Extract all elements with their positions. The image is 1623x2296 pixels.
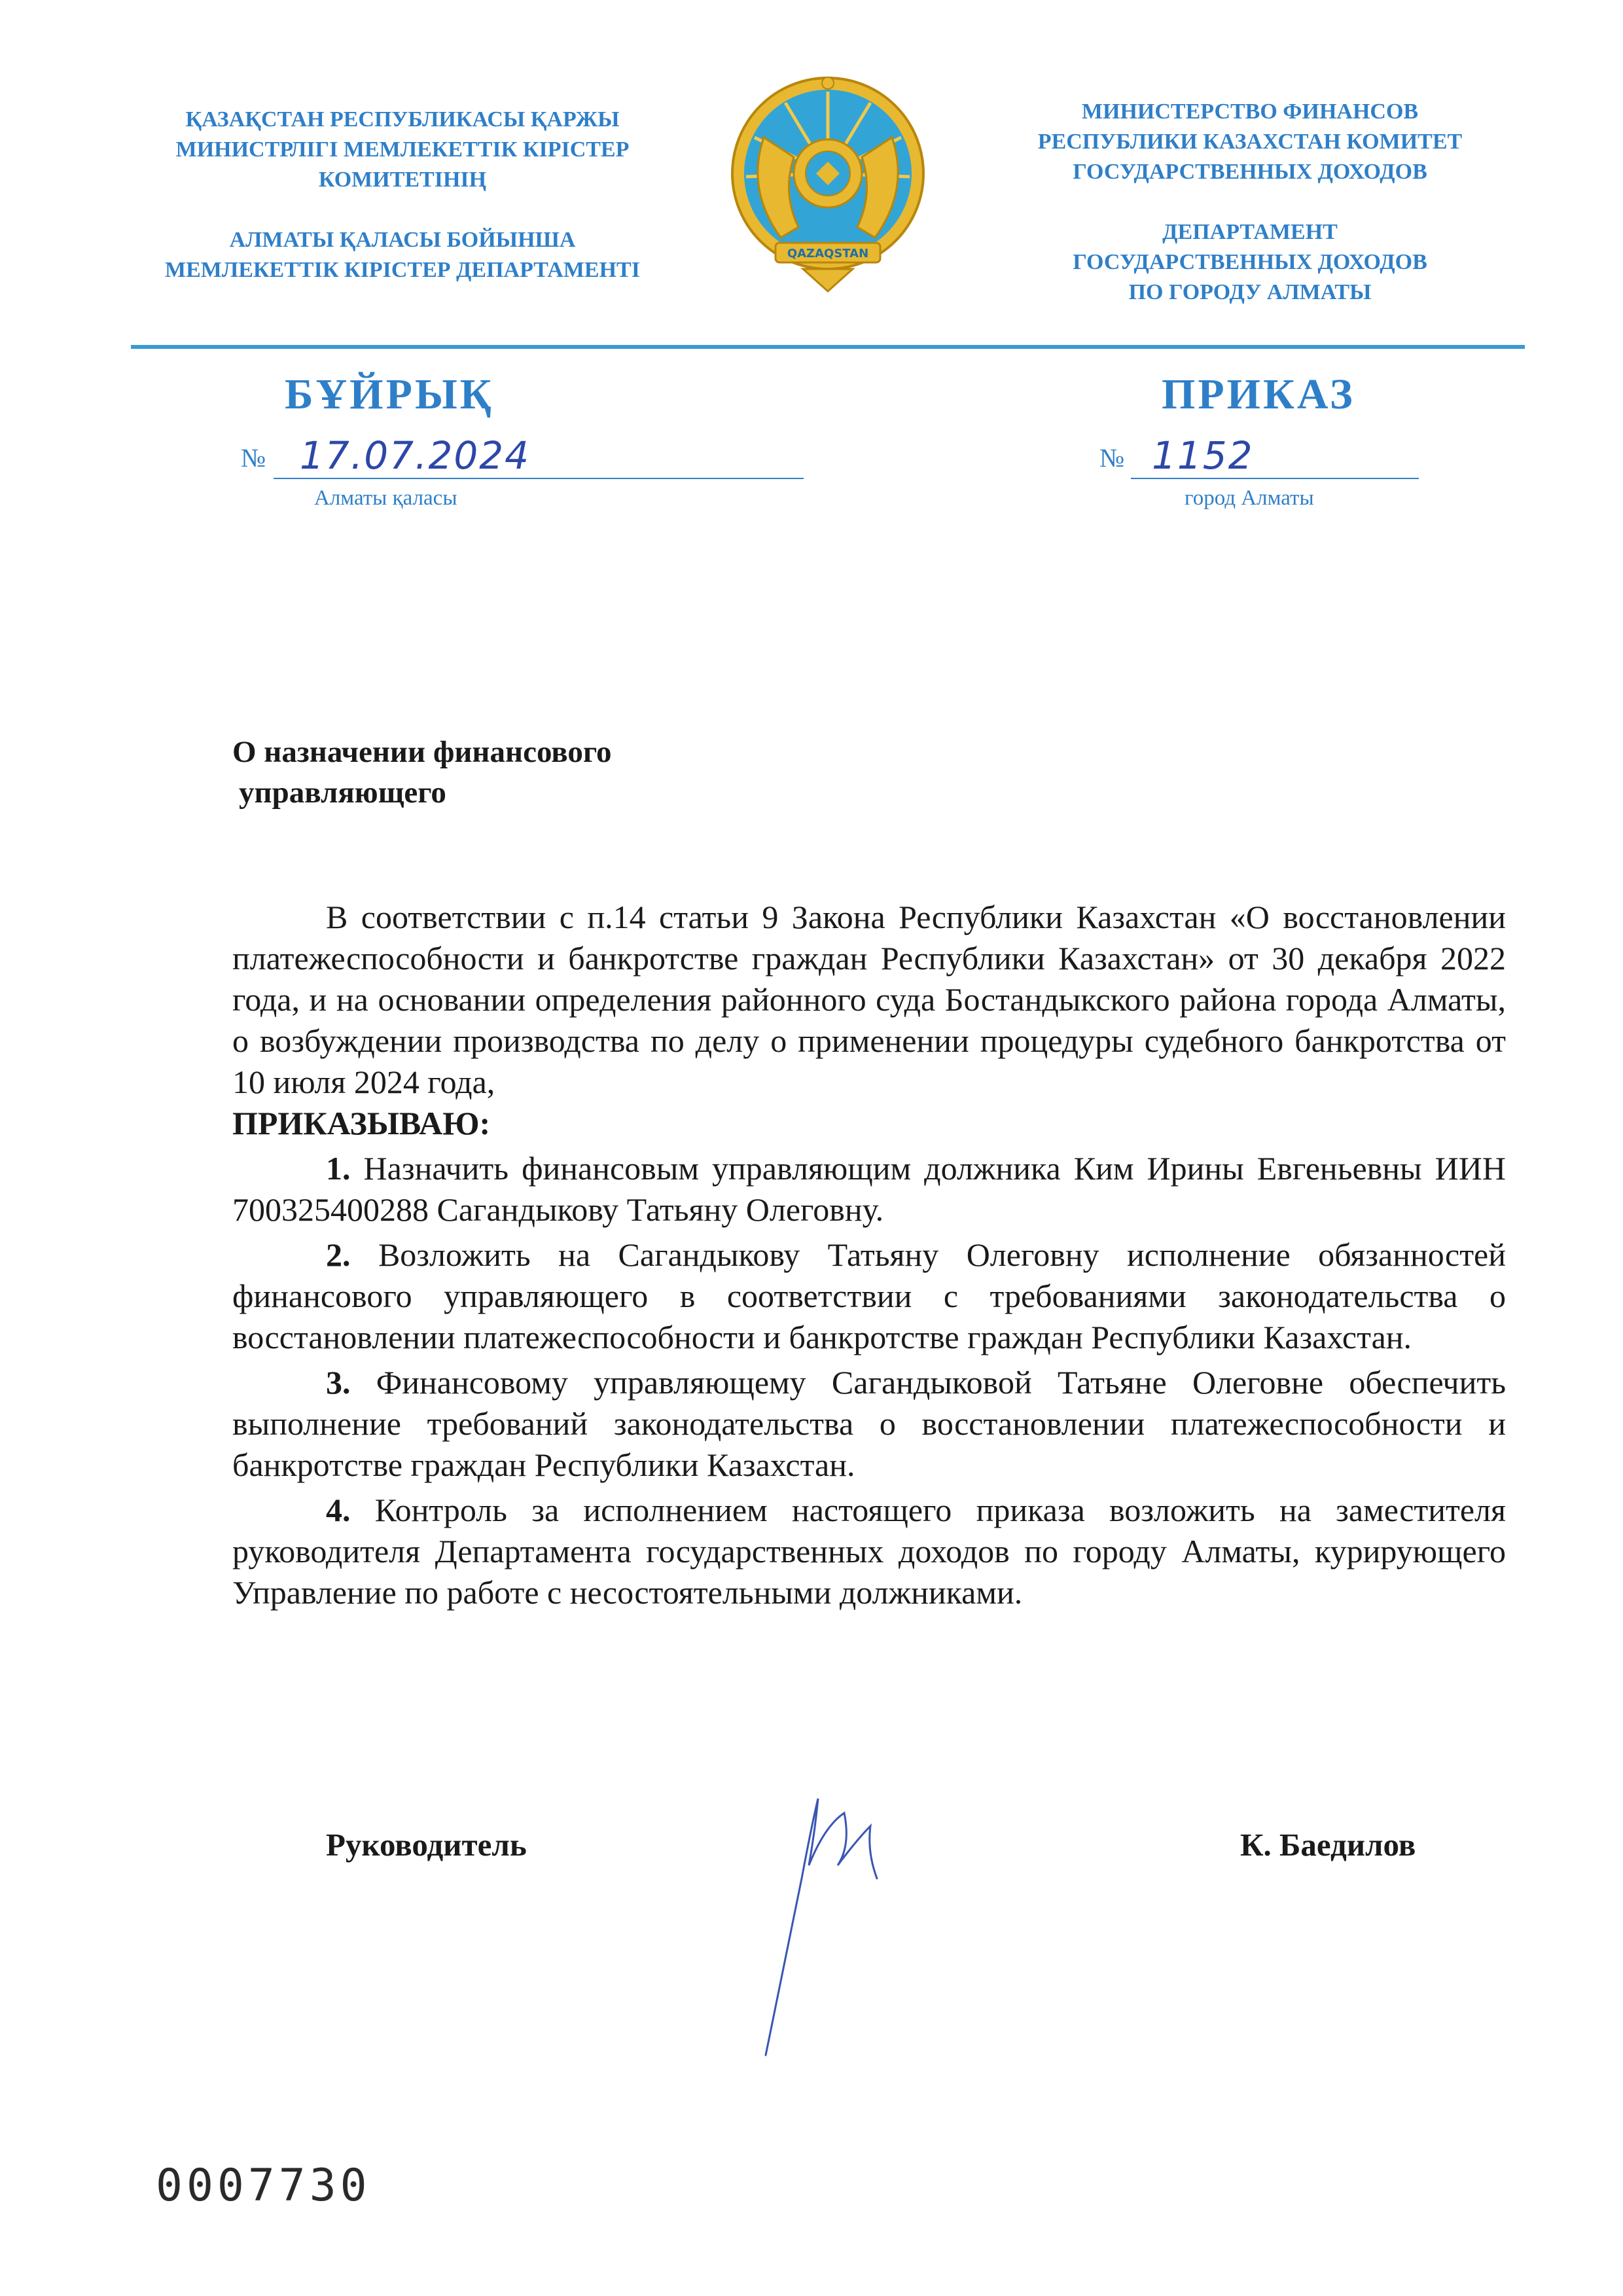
header-ru-line: ГОСУДАРСТВЕННЫХ ДОХОДОВ — [1073, 250, 1427, 274]
subject-line: О назначении финансового — [232, 735, 612, 769]
number-underline — [1131, 478, 1419, 479]
item-number: 2. — [326, 1236, 351, 1273]
emblem-text: QAZAQSTAN — [787, 247, 869, 260]
item-text: Контроль за исполнением настоящего приказа возложить на заместителя руководителя Департамента государственных доходов по городу Алматы, курирующего Управление по работе с несостоятельными должниками. — [232, 1492, 1506, 1611]
header-kz-line: МЕМЛЕКЕТТІК КІРІСТЕР ДЕПАРТАМЕНТІ — [165, 258, 640, 282]
handwritten-signature-icon — [746, 1787, 916, 2062]
order-body — [232, 897, 1506, 1613]
signatory-name: К. Баедилов — [1240, 1827, 1416, 1863]
header-kz-line: ҚАЗАҚСТАН РЕСПУБЛИКАСЫ ҚАРЖЫ — [185, 107, 620, 132]
order-item — [232, 1490, 1506, 1613]
header-ru-line: МИНИСТЕРСТВО ФИНАНСОВ — [1081, 99, 1419, 124]
state-emblem-icon — [730, 75, 926, 295]
item-number: 3. — [326, 1364, 351, 1401]
item-number: 4. — [326, 1492, 351, 1528]
header-ru-line: ПО ГОРОДУ АЛМАТЫ — [1128, 280, 1372, 304]
subject-line: управляющего — [239, 776, 446, 810]
handwritten-date: 17.07.2024 — [300, 433, 531, 478]
header-kz — [105, 105, 700, 285]
order-item — [232, 1148, 1506, 1230]
header-kz-line: МИНИСТРЛІГІ МЕМЛЕКЕТТІК КІРІСТЕР — [175, 137, 630, 162]
preamble-paragraph: В соответствии с п.14 статьи 9 Закона Республики Казахстан «О восстановлении платежеспособности и банкротстве граждан Республики Казахстан» от 30 декабря 2022 года, и на основании определения районного суда Бостандыкского района города Алматы, о возбуждении производства по делу о применении процедуры судебного банкротства от 10 июля 2024 года, — [232, 899, 1506, 1100]
order-word: ПРИКАЗЫВАЮ: — [232, 1105, 491, 1141]
order-item — [232, 1362, 1506, 1486]
header-divider — [131, 345, 1525, 349]
item-text: Финансовому управляющему Сагандыковой Татьяне Олеговне обеспечить выполнение требований законодательства о восстановлении платежеспособности и банкротстве граждан Республики Казахстан. — [232, 1364, 1506, 1483]
order-item — [232, 1234, 1506, 1358]
order-title-ru: ПРИКАЗ — [1162, 370, 1355, 418]
order-title-kz: БҰЙРЫҚ — [285, 370, 494, 418]
header-kz-line: АЛМАТЫ ҚАЛАСЫ БОЙЫНША — [229, 228, 576, 252]
header-kz-line: КОМИТЕТІНІҢ — [318, 168, 487, 192]
order-subject — [232, 732, 612, 813]
header-ru-line: ДЕПАРТАМЕНТ — [1162, 220, 1338, 244]
item-text: Возложить на Сагандыкову Татьяну Олеговну исполнение обязанностей финансового управляющего в соответствии с требованиями законодательства о восстановлении платежеспособности и банкротстве граждан Республики Казахстан. — [232, 1236, 1506, 1355]
item-number: 1. — [326, 1150, 351, 1187]
city-kz: Алматы қаласы — [314, 486, 457, 510]
handwritten-number: 1152 — [1152, 433, 1254, 478]
city-ru: город Алматы — [1185, 486, 1314, 510]
signatory-position: Руководитель — [326, 1827, 527, 1863]
number-sign: № — [1099, 443, 1125, 473]
serial-number: 0007730 — [156, 2160, 371, 2212]
header-ru-line: РЕСПУБЛИКИ КАЗАХСТАН КОМИТЕТ — [1037, 130, 1463, 154]
date-underline — [274, 478, 804, 479]
header-ru — [995, 97, 1505, 308]
item-text: Назначить финансовым управляющим должника Ким Ирины Евгеньевны ИИН 700325400288 Сагандыкову Татьяну Олеговну. — [232, 1150, 1506, 1228]
header-ru-line: ГОСУДАРСТВЕННЫХ ДОХОДОВ — [1073, 160, 1427, 184]
number-sign: № — [241, 443, 266, 473]
